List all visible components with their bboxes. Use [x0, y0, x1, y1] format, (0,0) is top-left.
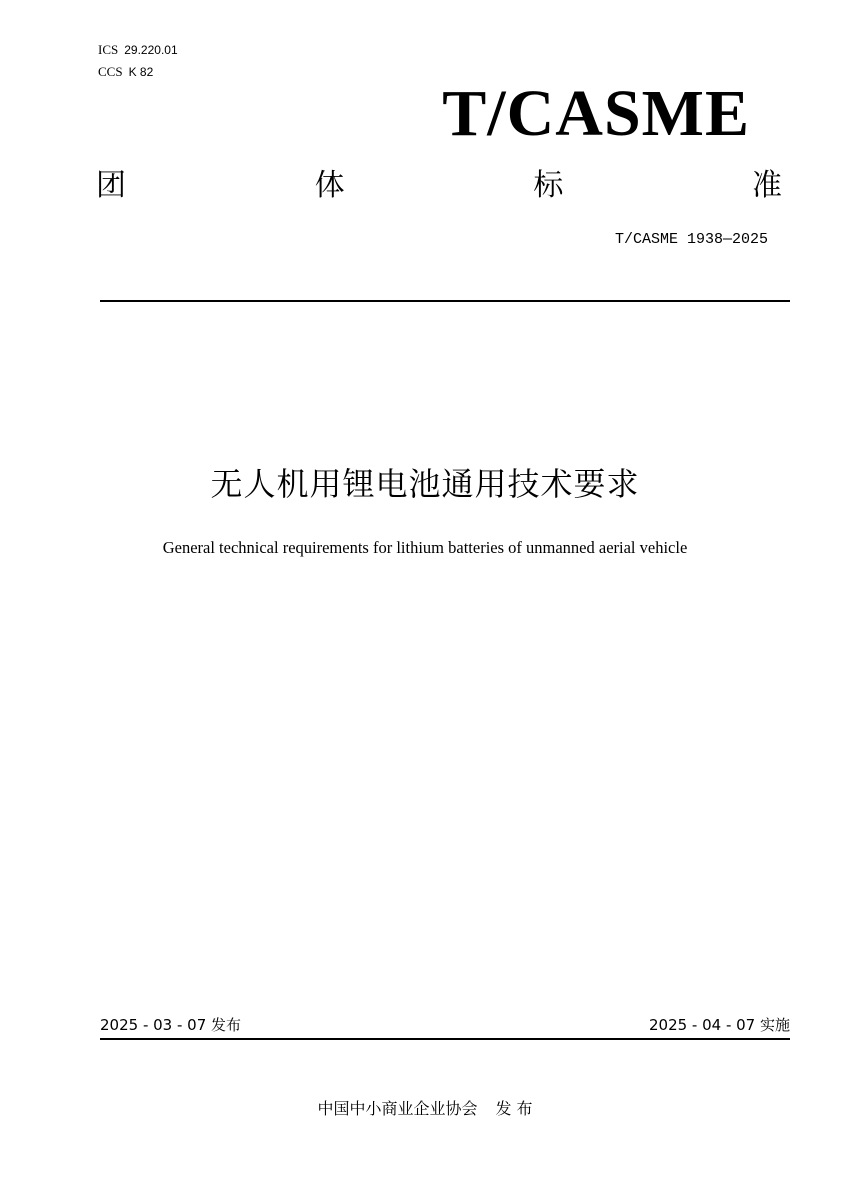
bottom-divider: [100, 1038, 790, 1040]
standard-type-char: 标: [533, 168, 564, 203]
standard-type-char: 团: [96, 168, 126, 203]
standard-number: T/CASME 1938—2025: [614, 231, 768, 248]
publisher-action: 发 布: [495, 1099, 533, 1118]
publisher: [0, 1097, 850, 1121]
standard-type: [96, 166, 782, 206]
title-english: General technical requirements for lithium batteries of unmanned aerial vehicle: [162, 538, 688, 557]
top-divider: [100, 300, 790, 302]
ccs-classification: [98, 64, 153, 80]
brand-logo-text: T/CASME: [442, 77, 750, 150]
implementation-date: 2025 - 04 - 07 实施: [648, 1016, 790, 1034]
issue-date: 2025 - 03 - 07 发布: [100, 1016, 242, 1034]
ics-label: ICS: [98, 42, 119, 57]
ccs-label: CCS: [98, 64, 123, 79]
ics-code: 29.220.01: [124, 43, 178, 57]
title-chinese: 无人机用锂电池通用技术要求: [210, 465, 640, 503]
ccs-code: K 82: [128, 65, 154, 79]
ics-classification: [98, 42, 178, 58]
standard-type-char: 准: [751, 168, 782, 203]
publisher-organization: 中国中小商业企业协会: [317, 1099, 478, 1118]
standard-type-char: 体: [314, 168, 345, 203]
